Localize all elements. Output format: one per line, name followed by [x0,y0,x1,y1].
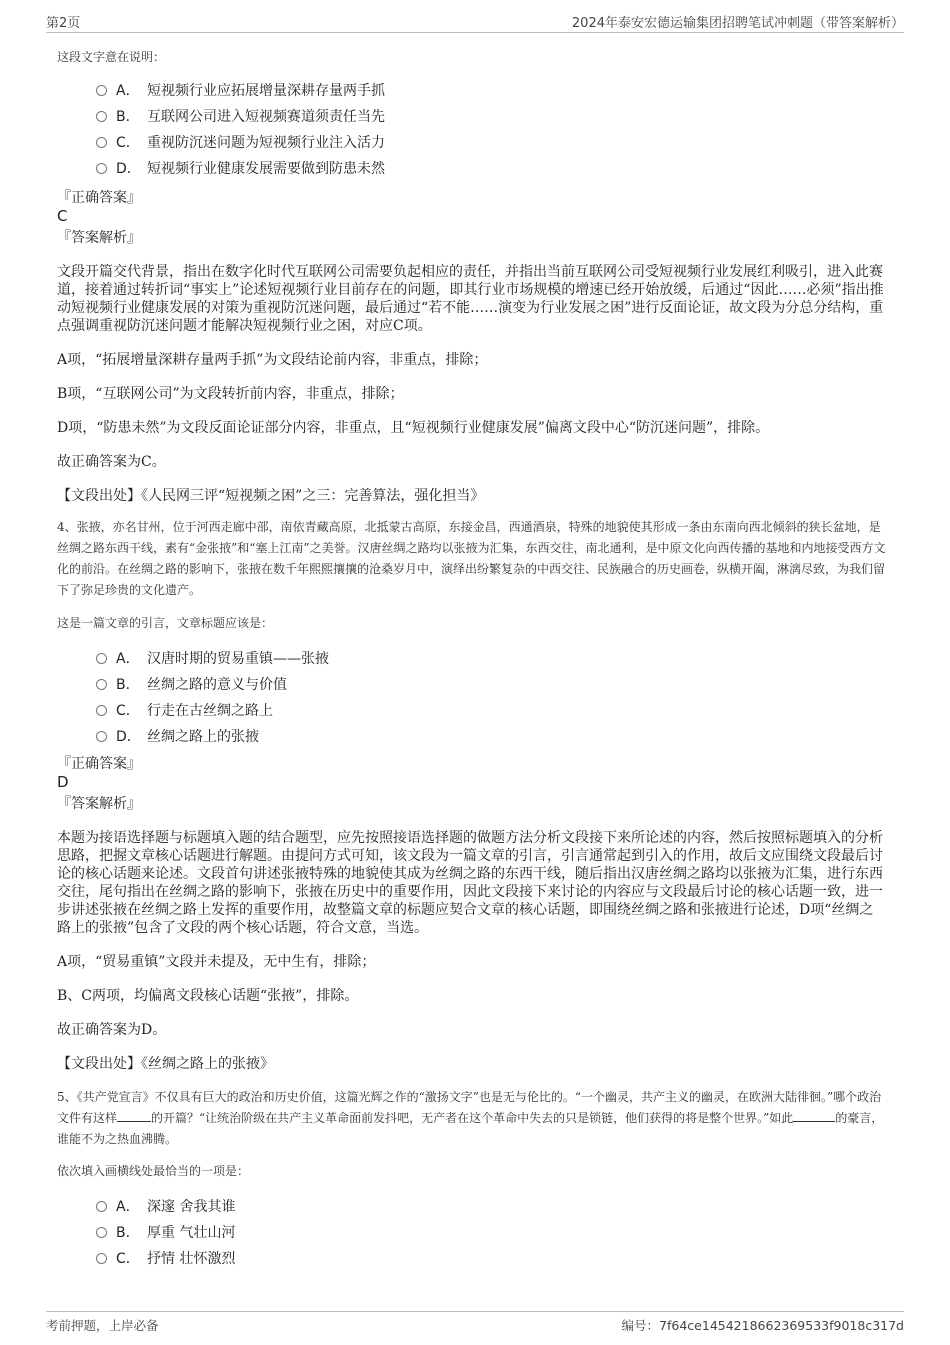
q4-source: 【文段出处】《丝绸之路上的张掖》 [57,1056,274,1072]
q4-prompt: 这是一篇文章的引言，文章标题应该是： [57,616,274,630]
q3-note-b: B项，“互联网公司”为文段转折前内容，非重点，排除； [57,386,404,402]
q5-blank-2 [793,1109,835,1122]
q3-answer: C [57,207,68,225]
q4-answer-label: 『正确答案』 [57,756,141,772]
q5-option-c[interactable]: C． 抒情 壮怀激烈 [96,1249,235,1269]
page-footer [46,1311,904,1336]
q5-option-b[interactable]: B． 厚重 气壮山河 [96,1223,235,1243]
q3-option-d[interactable]: D． 短视频行业健康发展需要做到防患未然 [96,159,385,179]
q3-analysis-label: 『答案解析』 [57,230,141,246]
radio-icon[interactable] [96,85,107,96]
q4-option-a[interactable]: A． 汉唐时期的贸易重镇——张掖 [96,649,329,669]
q5-prompt: 依次填入画横线处最恰当的一项是： [57,1164,250,1178]
q5-blank-1 [117,1109,151,1122]
q4-note-bc: B、C两项，均偏离文段核心话题“张掖”，排除。 [57,988,359,1004]
radio-icon[interactable] [96,653,107,664]
radio-icon[interactable] [96,137,107,148]
q4-answer: D [57,773,69,791]
radio-icon[interactable] [96,1227,107,1238]
radio-icon[interactable] [96,679,107,690]
radio-icon[interactable] [96,111,107,122]
q5-option-a[interactable]: A． 深邃 舍我其谁 [96,1197,235,1217]
q3-analysis: 文段开篇交代背景，指出在数字化时代互联网公司需要负起相应的责任，并指出当前互联网公司受短视频行业发展红利吸引，进入此赛道，接着通过转折词“事实上”论述短视频行业目前存在的问题，即其行业市场规模的增速已经开始放缓，后通过“因此……必须”指出推动短视频行业健康发展的对策为重视防沉迷问题，最后通过“若不能……演变为行业发展之困”进行反面论证，故文段为分总分结构，重点强调重视防沉迷问题才能解决短视频行业之困，对应C项。 [57,264,884,334]
q3-option-a[interactable]: A． 短视频行业应拓展增量深耕存量两手抓 [96,81,385,101]
q4-option-c[interactable]: C． 行走在古丝绸之路上 [96,701,273,721]
q5-stem: 5、《共产党宣言》不仅具有巨大的政治和历史价值，这篇光辉之作的“激扬文字”也是无与伦比的。“一个幽灵，共产主义的幽灵，在欧洲大陆徘徊。”哪个政治文件有这样 的开篇？“让统治阶级在共产主义革命面前发抖吧，无产者在这个革命中失去的只是锁链，他们获得的将是整个世界。”如此 的豪言，谁能不为之热血沸腾。 [57,1090,884,1146]
q3-conclusion: 故正确答案为C。 [57,454,166,470]
radio-icon[interactable] [96,731,107,742]
q3-answer-label: 『正确答案』 [57,190,141,206]
q4-stem: 4、张掖，亦名甘州，位于河西走廊中部，南依青藏高原，北抵蒙古高原，东接金昌，西通酒泉，特殊的地貌使其形成一条由东南向西北倾斜的狭长盆地，是丝绸之路东西干线，素有“金张掖”和“塞上江南”之美誉。汉唐丝绸之路均以张掖为汇集，东西交往，南北通利，是中原文化向西传播的基地和内地接受西方文化的前沿。在丝绸之路的影响下，张掖在数千年熙熙攘攘的沧桑岁月中，演绎出纷繁复杂的中西交往、民族融合的历史画卷，纵横开阖，淋漓尽致，为我们留下了弥足珍贵的文化遗产。 [57,520,886,597]
q3-note-a: A项，“拓展增量深耕存量两手抓”为文段结论前内容，非重点，排除； [57,352,488,368]
q3-prompt: 这段文字意在说明： [57,50,166,64]
page-header [46,12,904,33]
q4-option-d[interactable]: D． 丝绸之路上的张掖 [96,727,259,747]
q3-option-c[interactable]: C． 重视防沉迷问题为短视频行业注入活力 [96,133,385,153]
q3-source: 【文段出处】《人民网三评“短视频之困”之三：完善算法，强化担当》 [57,488,485,504]
document-title: 2024年泰安宏德运输集团招聘笔试冲刺题（带答案解析） [571,16,904,31]
radio-icon[interactable] [96,1253,107,1264]
radio-icon[interactable] [96,705,107,716]
q4-analysis: 本题为接语选择题与标题填入题的结合题型，应先按照接语选择题的做题方法分析文段接下来所论述的内容，然后按照标题填入的分析思路，把握文章核心话题进行解题。由提问方式可知，该文段为一篇文章的引言，引言通常起到引入的作用，故后文应围绕文段最后讨论的核心话题来论述。文段首句讲述张掖特殊的地貌使其成为丝绸之路的东西干线，随后指出汉唐丝绸之路均以张掖为汇集，进行东西交往，尾句指出在丝绸之路的影响下，张掖在历史中的重要作用，因此文段接下来讨论的内容应与文段最后讨论的核心话题一致，进一步讲述张掖在丝绸之路上发挥的重要作用，故整篇文章的标题应契合文章的核心话题，即围绕丝绸之路和张掖进行论述，D项“丝绸之路上的张掖”包含了文段的两个核心话题，符合文意，当选。 [57,830,883,936]
q4-note-a: A项，“贸易重镇”文段并未提及，无中生有，排除； [57,954,376,970]
document-serial: 编号：7f64ce1454218662369533f9018c317d [621,1318,904,1333]
radio-icon[interactable] [96,163,107,174]
q4-option-b[interactable]: B． 丝绸之路的意义与价值 [96,675,287,695]
page-number: 第2页 [46,16,81,31]
q4-conclusion: 故正确答案为D。 [57,1022,167,1038]
footer-slogan: 考前押题，上岸必备 [46,1318,159,1333]
q3-note-d: D项，“防患未然”为文段反面论证部分内容，非重点，且“短视频行业健康发展”偏离文段中心“防沉迷问题”，排除。 [57,420,770,436]
q4-analysis-label: 『答案解析』 [57,796,141,812]
radio-icon[interactable] [96,1201,107,1212]
q3-option-b[interactable]: B． 互联网公司进入短视频赛道须责任当先 [96,107,385,127]
